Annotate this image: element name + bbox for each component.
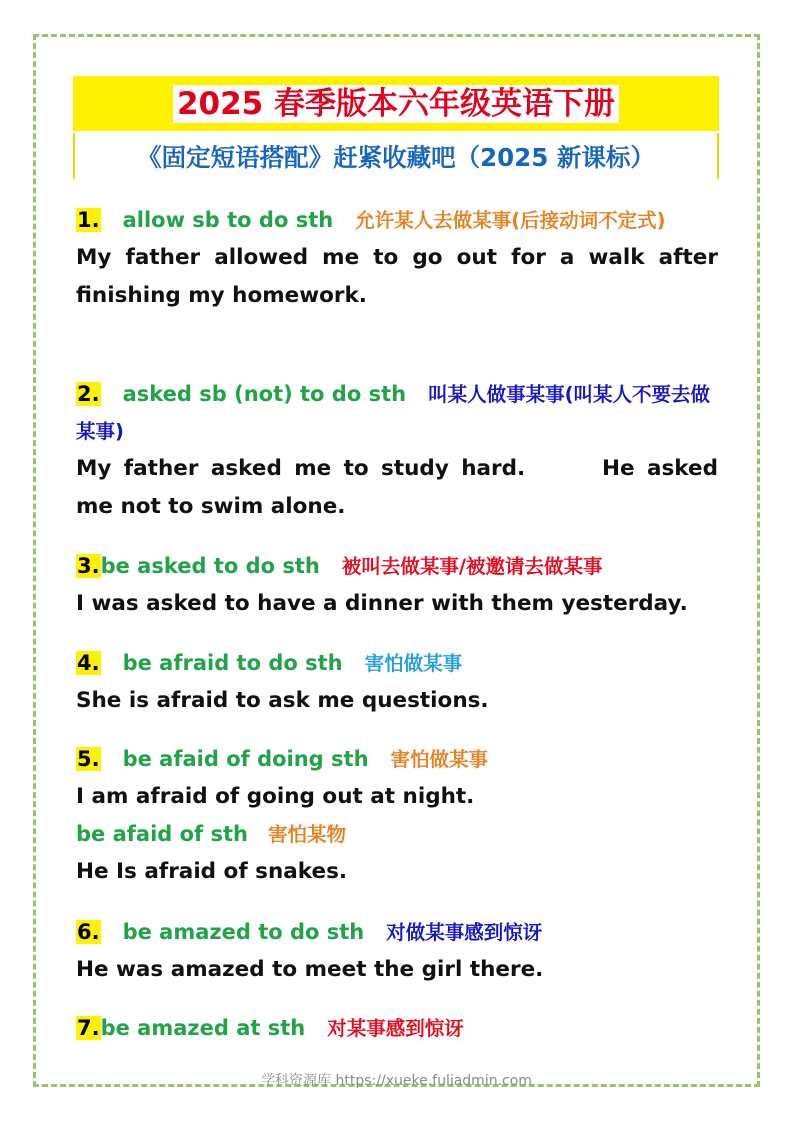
entry-heading [76, 376, 718, 450]
entry-heading [76, 741, 718, 778]
entry-meaning: 对做某事感到惊讶 [386, 921, 543, 944]
phrase-entry-7 [76, 1010, 718, 1047]
entry-heading [76, 548, 718, 585]
phrase-entry-5 [76, 741, 718, 891]
entry-meaning: 害怕做某事 [390, 748, 489, 771]
phrase-entry-3 [76, 548, 718, 623]
example-sentences [76, 450, 718, 526]
example-sentence: My father allowed me to go out for a walk after finishing my homework. [76, 245, 718, 308]
entry-number: 6. [77, 920, 100, 944]
title-banner [73, 76, 719, 131]
entry-heading [76, 645, 718, 682]
phrase-entry-4 [76, 645, 718, 720]
entry-number: 1. [77, 208, 100, 232]
phrase-entry-2 [76, 376, 718, 526]
entry-phrase: be amazed to do sth [122, 920, 365, 944]
entry-meaning: 对某事感到惊讶 [327, 1017, 464, 1040]
page-subtitle: 《固定短语搭配》赶紧收藏吧（2025 新课标） [137, 142, 655, 172]
example-sentence: She is afraid to ask me questions. [76, 688, 489, 713]
example-sentence: He Is afraid of snakes. [76, 859, 348, 884]
phrase-entry-6 [76, 914, 718, 989]
entry-number: 4. [77, 651, 100, 675]
entry-phrase: be afaid of doing sth [122, 747, 369, 771]
page-title: 2025 春季版本六年级英语下册 [173, 85, 619, 123]
phrase-entry-1 [76, 202, 718, 315]
example-sentence: He asked me not to swim alone. [76, 456, 718, 519]
entry-heading [76, 914, 718, 951]
example-sentence: I am afraid of going out at night. [76, 784, 475, 809]
sub-meaning: 害怕某物 [267, 823, 346, 846]
entry-number: 2. [77, 382, 100, 406]
sub-phrase: be afaid of sth [76, 822, 248, 846]
example-sentence: He was amazed to meet the girl there. [76, 957, 544, 982]
entry-phrase: be amazed at sth [100, 1016, 306, 1040]
example-sentence: My father asked me to study hard. [76, 456, 526, 481]
entry-number: 3. [77, 554, 100, 578]
entry-heading [76, 1010, 718, 1047]
entry-heading [76, 202, 718, 239]
entry-number: 7. [77, 1016, 100, 1040]
entry-meaning: 被叫去做某事/被邀请去做某事 [341, 555, 603, 578]
entry-meaning: 害怕做某事 [364, 652, 463, 675]
entry-meaning: 叫某人做事某事(叫某人不要去做某事) [76, 383, 710, 443]
entry-phrase: allow sb to do sth [122, 208, 334, 232]
sub-phrase-heading [76, 816, 718, 853]
entry-phrase: be asked to do sth [100, 554, 320, 578]
entry-number: 5. [77, 747, 100, 771]
entry-phrase: be afraid to do sth [122, 651, 343, 675]
footer-watermark: 学科资源库 https://xueke.fuliadmin.com [261, 1073, 532, 1089]
subtitle-banner [73, 133, 719, 179]
entry-phrase: asked sb (not) to do sth [122, 382, 407, 406]
entry-meaning: 允许某人去做某事(后接动词不定式) [355, 209, 666, 232]
example-sentence: I was asked to have a dinner with them yesterday. [76, 591, 688, 616]
